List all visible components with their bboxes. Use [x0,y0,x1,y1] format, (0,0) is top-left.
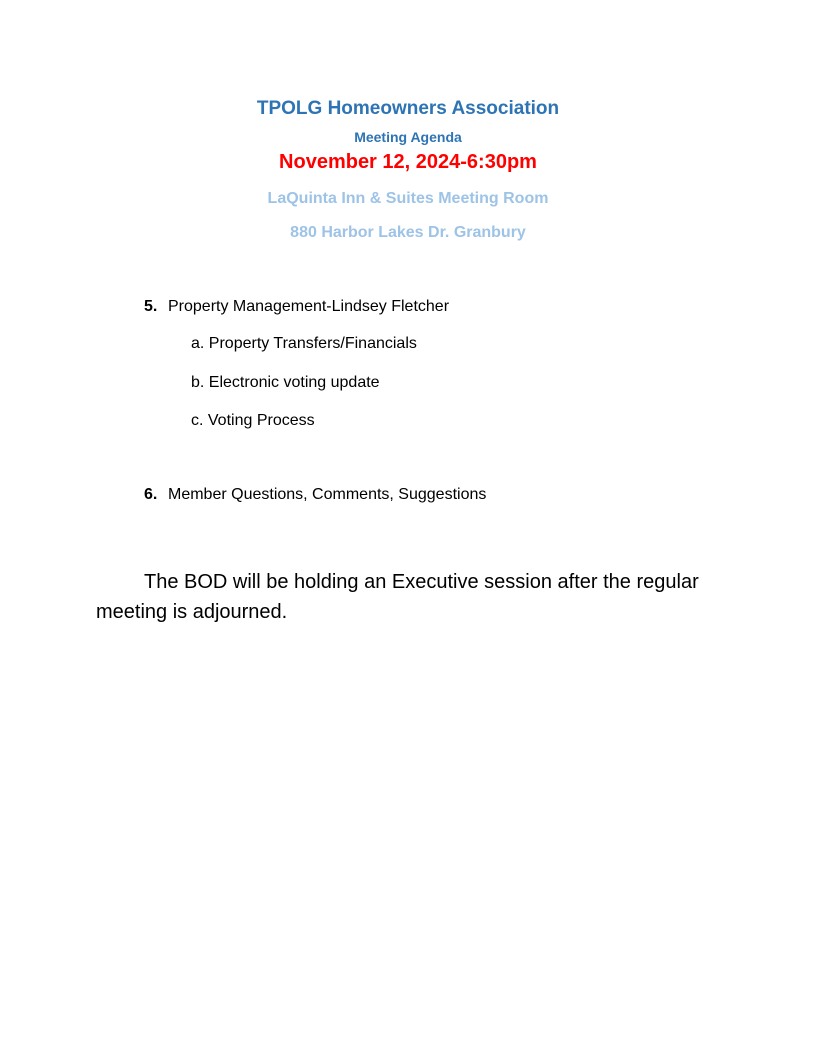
organization-title: TPOLG Homeowners Association [256,98,560,119]
executive-session-note [96,567,716,627]
agenda-subitem: c. Voting Process [191,412,315,429]
agenda-item-6 [144,486,486,504]
agenda-item-number: 5. [144,298,158,315]
note-line-1: The BOD will be holding an Executive session after the regular [144,571,699,593]
meeting-address: 880 Harbor Lakes Dr. Granbury [290,224,526,241]
agenda-subitem: a. Property Transfers/Financials [191,335,417,352]
agenda-item-number: 6. [144,486,158,503]
agenda-item-title: Member Questions, Comments, Suggestions [168,486,487,503]
agenda-subtitle: Meeting Agenda [354,129,462,145]
meeting-venue: LaQuinta Inn & Suites Meeting Room [267,190,549,207]
agenda-subitem: b. Electronic voting update [191,374,380,391]
note-line-2: meeting is adjourned. [96,601,288,623]
meeting-date-time: November 12, 2024-6:30pm [279,151,537,173]
agenda-item-title: Property Management-Lindsey Fletcher [168,298,450,315]
agenda-item-5 [144,298,449,316]
